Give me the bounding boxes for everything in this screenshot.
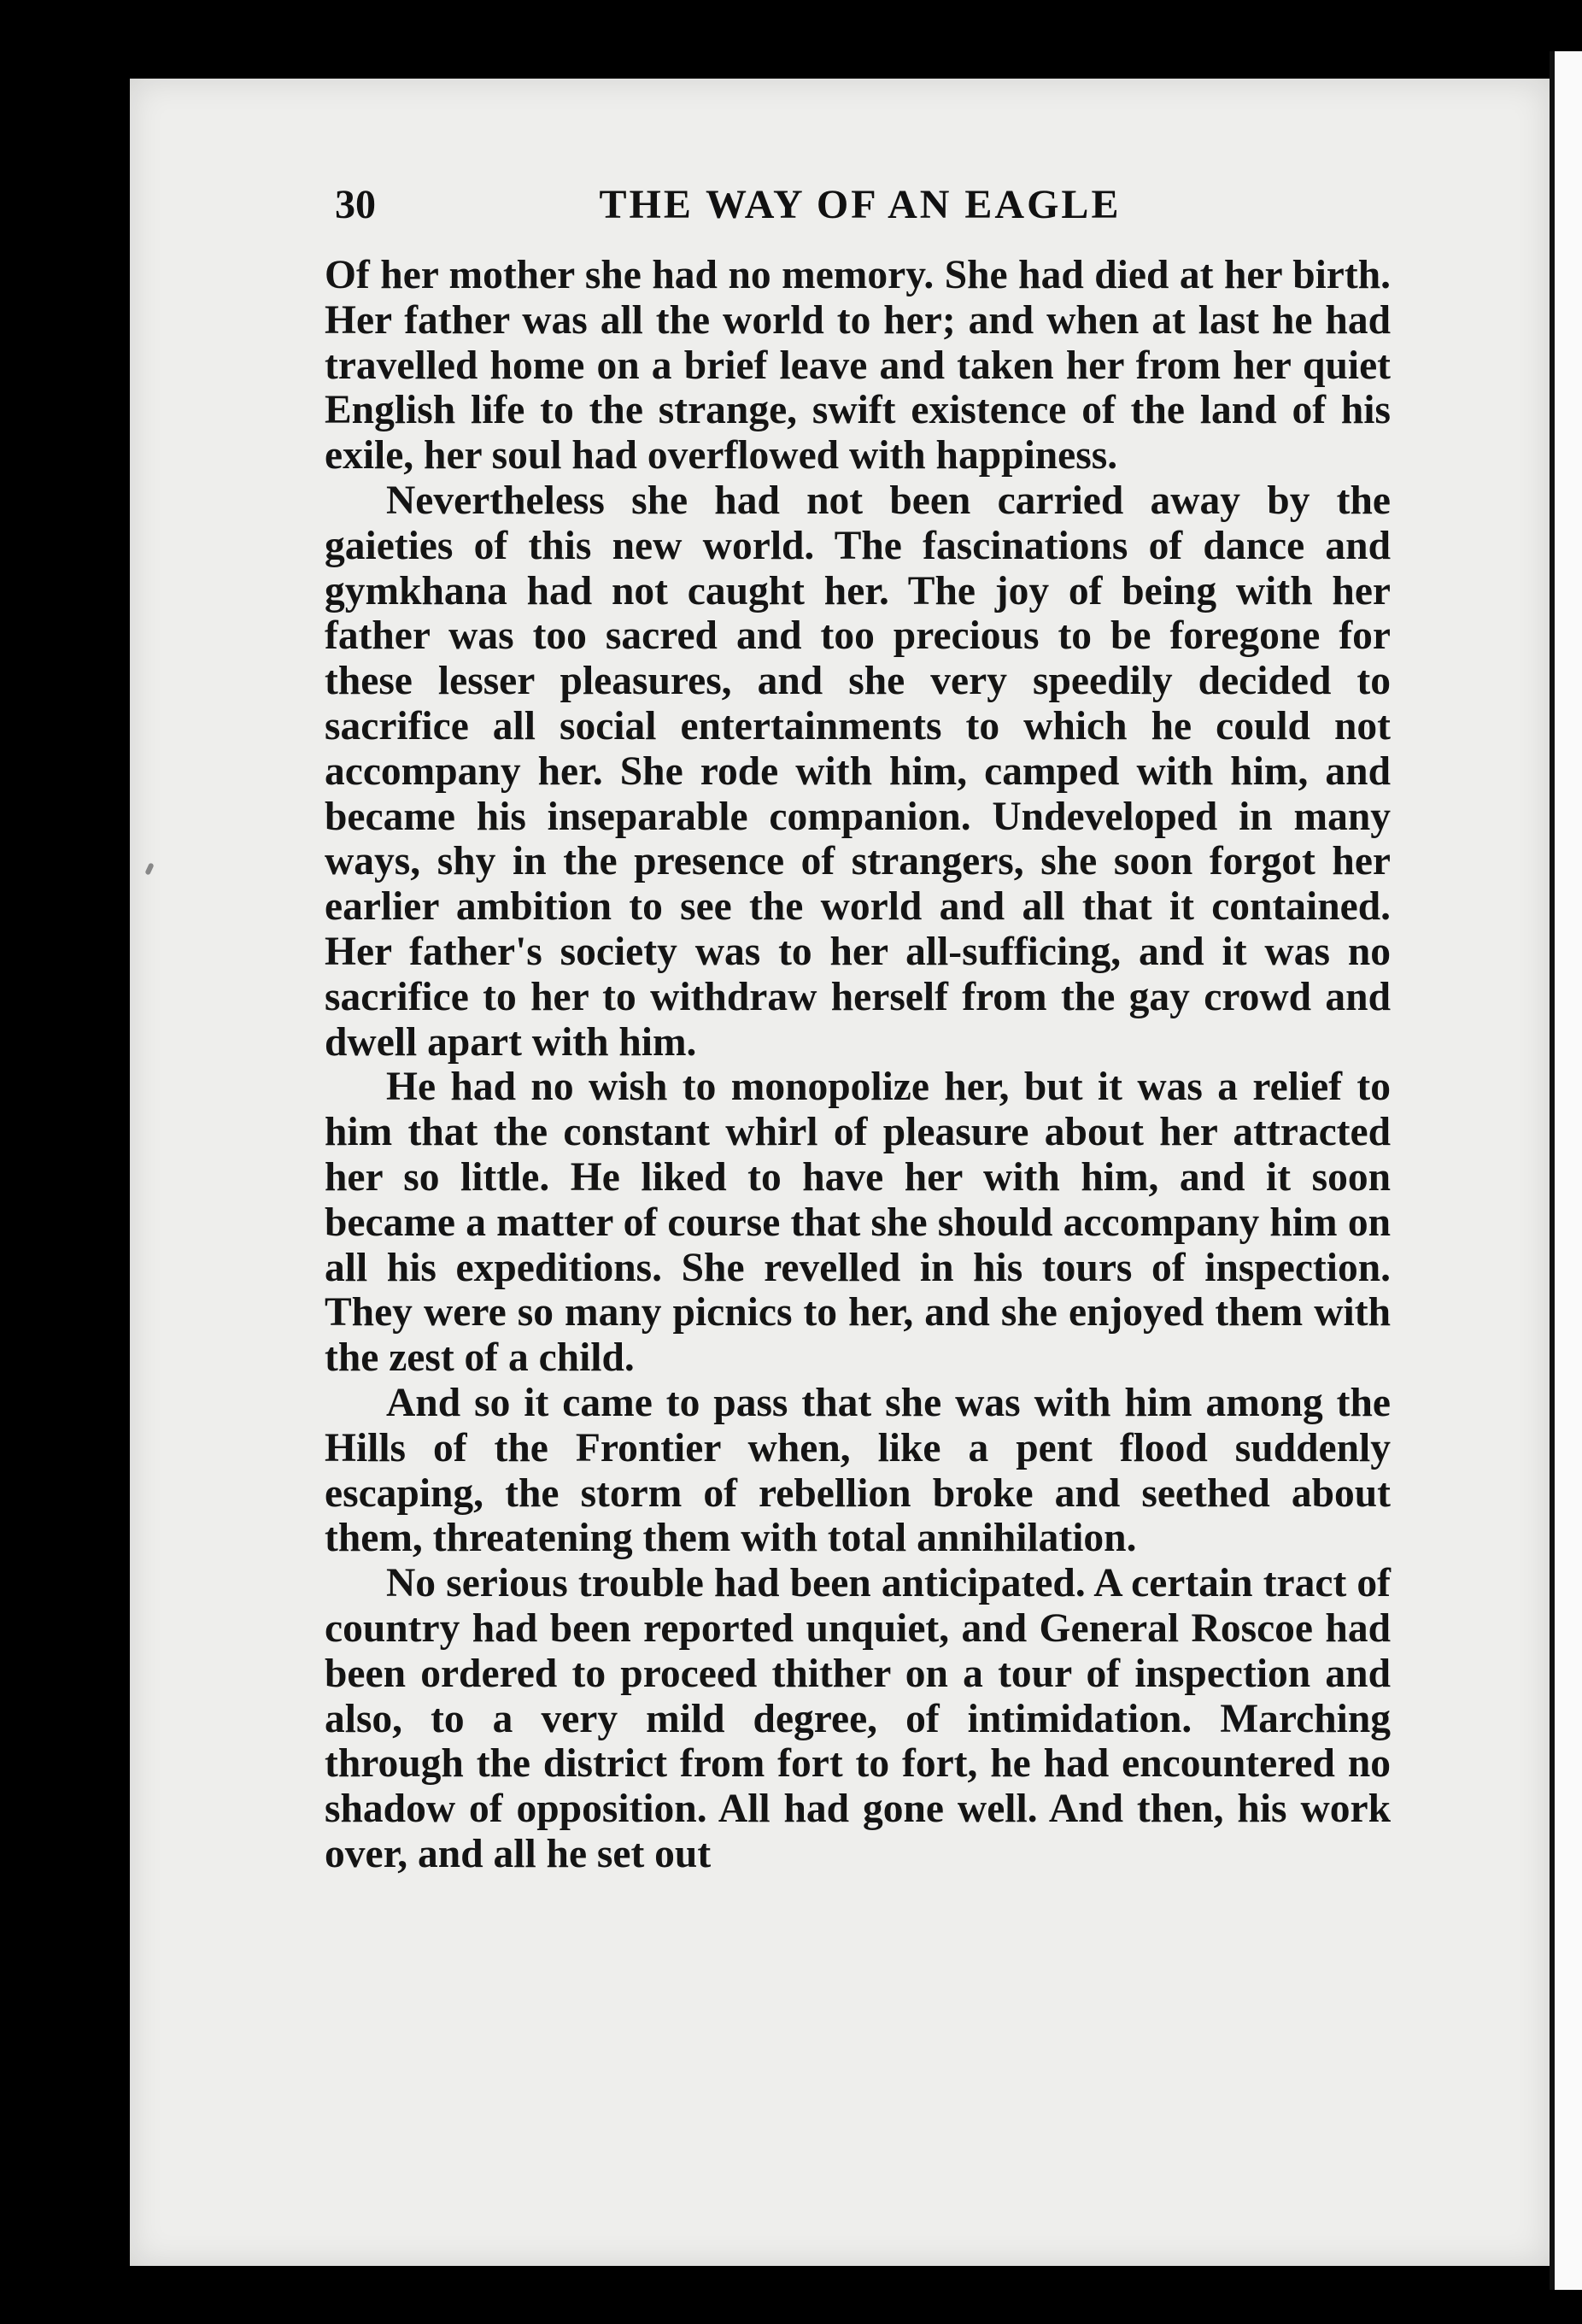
paragraph-1: Of her mother she had no memory. She had died at her birth. Her father was all the world to her; and when at last he had travelled home on a brief leave and taken her from her quiet English life to the strange, swift existence of the land of his exile, her soul had overflowed with happiness. bbox=[325, 253, 1391, 478]
paragraph-2: Nevertheless she had not been carried away by the gaieties of this new world. The fascinations of dance and gymkhana had not caught her. The joy of being with her father was too sacred and too precious to be foregone for these lesser pleasures, and she very speedily decided to sacrifice all social entertainments to which he could not accompany her. She rode with him, camped with him, and became his inseparable companion. Undeveloped in many ways, shy in the presence of strangers, she soon forgot her earlier ambition to see the world and all that it contained. Her father's society was to her all-sufficing, and it was no sacrifice to her to withdraw herself from the gay crowd and dwell apart with him. bbox=[325, 478, 1391, 1065]
running-head bbox=[335, 181, 1386, 241]
page-number: 30 bbox=[335, 182, 376, 227]
running-title: THE WAY OF AN EAGLE bbox=[599, 182, 1122, 227]
paragraph-4: And so it came to pass that she was with him among the Hills of the Frontier when, like a pent flood suddenly escaping, the storm of rebellion broke and seethed about them, threatening them with total annihilation. bbox=[325, 1380, 1391, 1561]
facing-page-edge bbox=[1550, 51, 1582, 2290]
paragraph-3: He had no wish to monopolize her, but it was a relief to him that the constant whirl of pleasure about her attracted her so little. He liked to have her with him, and it soon became a matter of course that she should accompany him on all his expeditions. She revelled in his tours of inspection. They were so many picnics to her, and she enjoyed them with the zest of a child. bbox=[325, 1065, 1391, 1381]
paragraph-5: No serious trouble had been anticipated. A certain tract of country had been reported unquiet, and General Roscoe had been ordered to proceed thither on a tour of inspection and also, to a very mild degree, of intimidation. Marching through the district from fort to fort, he had encountered no shadow of opposition. All had gone well. And then, his work over, and all he set out bbox=[325, 1561, 1391, 1876]
body-text bbox=[325, 253, 1391, 1877]
